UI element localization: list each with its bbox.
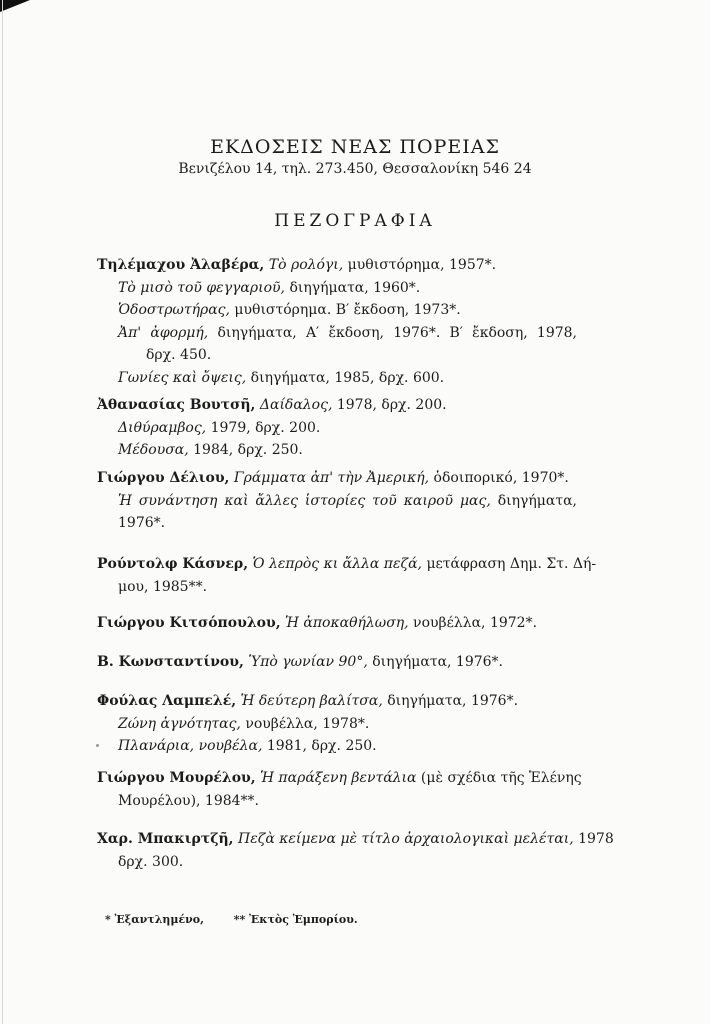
work-details: διηγήματα, 1976*.	[382, 693, 519, 709]
entry-kassner	[97, 553, 597, 598]
publisher-title: ΕΚΔΟΣΕΙΣ ΝΕΑΣ ΠΟΡΕΙΑΣ	[210, 136, 500, 158]
work-details: 1979, δρχ. 200.	[206, 419, 321, 436]
work-details: διηγήματα, 1960*.	[285, 279, 421, 296]
work-title: Ὁδοστρωτήρας,	[118, 302, 230, 318]
entry-deliou	[97, 467, 577, 535]
entry-konstantinou	[97, 651, 577, 674]
work-details: μυθιστόρημα. Β′ ἔκδοση, 1973*.	[229, 302, 461, 318]
publisher-address: Βενιζέλου 14, τηλ. 273.450, Θεσσαλονίκη 546 24	[178, 161, 532, 177]
work-details: δρχ. 300.	[118, 853, 184, 870]
work-details: 1981, δρχ. 250.	[262, 738, 377, 754]
work-details: μου, 1985**.	[118, 578, 208, 595]
entry-voutsi	[97, 394, 577, 462]
work-details: 1984, δρχ. 250.	[188, 442, 303, 458]
work-details: νουβέλλα, 1972*.	[408, 615, 538, 631]
work-details: 1978	[573, 831, 614, 847]
entry-alavera	[97, 254, 577, 389]
work-title: Δαίδαλος,	[259, 397, 333, 413]
work-title: Γράμματα ἀπ' τὴν Ἀμερική,	[233, 470, 430, 486]
author-name: Β. Κωνσταντίνου,	[97, 654, 244, 670]
work-details: μυθιστόρημα, 1957*.	[343, 257, 497, 273]
scan-speck	[96, 744, 99, 747]
work-details: μετάφραση Δημ. Στ. Δή-	[422, 556, 597, 572]
entry-bakirtzi	[97, 828, 614, 873]
work-details: 1976*.	[118, 515, 166, 531]
author-name: Τηλέμαχου Ἀλαβέρα,	[97, 257, 265, 273]
author-name: Ρούντολφ Κάσνερ,	[97, 556, 249, 572]
work-title: Πλανάρια, νουβέλα,	[118, 738, 263, 754]
work-title: Ἡ ἀποκαθήλωση,	[285, 615, 409, 631]
work-title: Τὸ ρολόγι,	[268, 257, 344, 273]
work-title: Πεζὰ κείμενα μὲ τίτλο ἀρχαιολογικαὶ μελέται,	[238, 831, 574, 847]
footnote-not-for-sale: ** Ἐκτὸς Ἐμπορίου.	[233, 913, 358, 926]
footnote-out-of-print: * Ἐξαντλημένο,	[105, 913, 204, 926]
entry-kitsopoulou	[97, 612, 577, 635]
entry-lampele	[97, 690, 577, 758]
work-details: διηγήματα,	[490, 492, 577, 509]
work-title: Διθύραμβος,	[118, 419, 207, 436]
work-details: διηγήματα, Α′ ἔκδοση, 1976*. Β′ ἔκδοση, 1978,	[208, 324, 577, 341]
work-details: Μουρέλου), 1984**.	[118, 792, 260, 809]
work-details: νουβέλλα, 1978*.	[240, 715, 370, 732]
work-title: Ἡ δεύτερη βαλίτσα,	[240, 693, 383, 709]
work-title: Ἀπ' ἀφορμή,	[118, 324, 209, 341]
author-name: Γιώργου Μουρέλου,	[97, 770, 256, 786]
work-details: (μὲ σχέδια τῆς Ἑλένης	[416, 770, 582, 786]
author-name: Ἀθανασίας Βουτσῆ,	[97, 397, 256, 413]
work-title: Ὁ λεπρὸς κι ἄλλα πεζά,	[252, 556, 422, 572]
work-title: Ἡ συνάντηση καὶ ἄλλες ἱστορίες τοῦ καιροῦ μας,	[118, 492, 491, 509]
work-title: Τὸ μισὸ τοῦ φεγγαριοῦ,	[118, 279, 285, 296]
work-details: ὁδοιπορικό, 1970*.	[429, 470, 569, 486]
work-details: διηγήματα, 1985, δρχ. 600.	[246, 369, 445, 386]
work-title: Ὑπὸ γωνίαν 90°,	[248, 654, 368, 670]
entry-mourelou	[97, 767, 582, 812]
footnotes	[105, 913, 384, 926]
scan-corner-mark	[0, 0, 30, 12]
author-name: Γιώργου Δέλιου,	[97, 470, 230, 486]
work-details: 1978, δρχ. 200.	[332, 397, 447, 413]
author-name: Χαρ. Μπακιρτζῆ,	[97, 831, 234, 847]
work-details: διηγήματα, 1976*.	[367, 654, 504, 670]
work-title: Ζώνη ἁγνότητας,	[118, 715, 241, 732]
work-details: δρχ. 450.	[146, 347, 212, 363]
work-title: Ἡ παράξενη βεντάλια	[260, 770, 417, 786]
author-name: Φούλας Λαμπελέ,	[97, 693, 237, 709]
work-title: Γωνίες καὶ ὄψεις,	[118, 369, 247, 386]
section-title: ΠΕΖΟΓΡΑΦΙΑ	[274, 211, 436, 231]
work-title: Μέδουσα,	[118, 442, 189, 458]
author-name: Γιώργου Κιτσόπουλου,	[97, 615, 281, 631]
